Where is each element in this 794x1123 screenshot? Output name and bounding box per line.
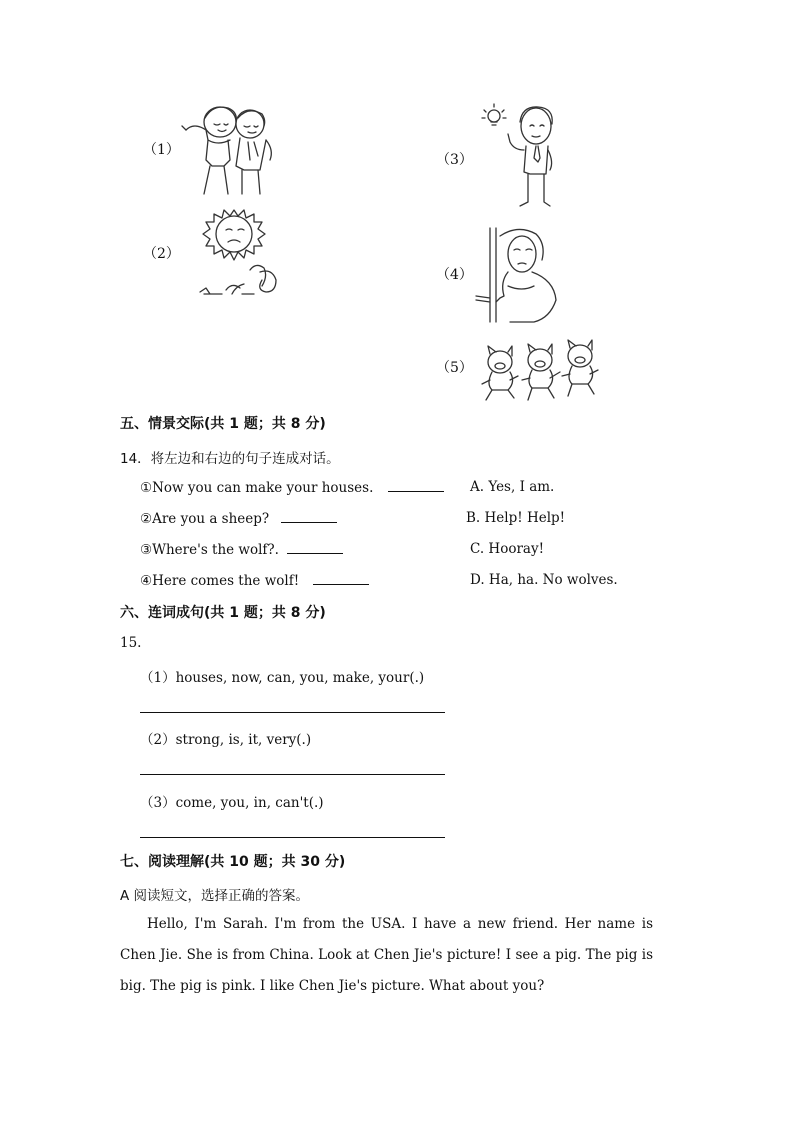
sentence-item-3: （3）come, you, in, can't(.) bbox=[140, 795, 324, 811]
sun-flower-icon bbox=[192, 206, 294, 298]
section-7-heading: 七、阅读理解(共 10 题；共 30 分) bbox=[120, 854, 346, 870]
match-left-3-text: ③Where's the wolf?. bbox=[140, 542, 279, 558]
reading-instruction: A 阅读短文，选择正确的答案。 bbox=[120, 888, 310, 904]
match-answer-blank-4[interactable] bbox=[313, 572, 369, 585]
three-pigs-icon bbox=[478, 342, 604, 404]
match-left-2-text: ②Are you a sheep? bbox=[140, 511, 270, 527]
match-left-4-text: ④Here comes the wolf! bbox=[140, 573, 300, 589]
answer-line-2[interactable] bbox=[140, 774, 445, 775]
match-right-c: C. Hooray! bbox=[470, 541, 545, 557]
match-answer-blank-2[interactable] bbox=[281, 510, 337, 523]
match-right-b: B. Help! Help! bbox=[466, 510, 566, 526]
question-14: 14．将左边和右边的句子连成对话。 bbox=[120, 451, 340, 467]
match-right-d: D. Ha, ha. No wolves. bbox=[470, 572, 618, 588]
picture-label-4: （4） bbox=[436, 267, 473, 283]
section-6-heading: 六、连词成句(共 1 题；共 8 分) bbox=[120, 605, 326, 621]
picture-label-3: （3） bbox=[436, 152, 473, 168]
match-left-3 bbox=[140, 541, 343, 558]
sentence-item-1: （1）houses, now, can, you, make, your(.) bbox=[140, 670, 425, 686]
question-15: 15. bbox=[120, 635, 142, 651]
picture-label-5: （5） bbox=[436, 360, 473, 376]
answer-line-3[interactable] bbox=[140, 837, 445, 838]
woman-at-door-icon bbox=[470, 226, 562, 324]
reading-passage: Hello, I'm Sarah. I'm from the USA. I have a new friend. Her name is Chen Jie. She is from China. Look at Chen Jie's picture! I see a pig. The pig is big. The pig is pink. I like Chen Jie's picture. What about you? bbox=[120, 916, 653, 994]
section-5-heading: 五、情景交际(共 1 题；共 8 分) bbox=[120, 416, 326, 432]
two-children-icon bbox=[178, 100, 288, 198]
match-left-1 bbox=[140, 479, 444, 496]
match-answer-blank-1[interactable] bbox=[388, 479, 444, 492]
match-left-2 bbox=[140, 510, 337, 527]
picture-label-1: （1） bbox=[143, 142, 180, 158]
match-left-1-text: ①Now you can make your houses. bbox=[140, 480, 374, 496]
man-with-idea-icon bbox=[480, 102, 570, 210]
answer-line-1[interactable] bbox=[140, 712, 445, 713]
match-left-4 bbox=[140, 572, 369, 589]
match-right-a: A. Yes, I am. bbox=[470, 479, 555, 495]
sentence-item-2: （2）strong, is, it, very(.) bbox=[140, 732, 312, 748]
picture-label-2: （2） bbox=[143, 246, 180, 262]
match-answer-blank-3[interactable] bbox=[287, 541, 343, 554]
